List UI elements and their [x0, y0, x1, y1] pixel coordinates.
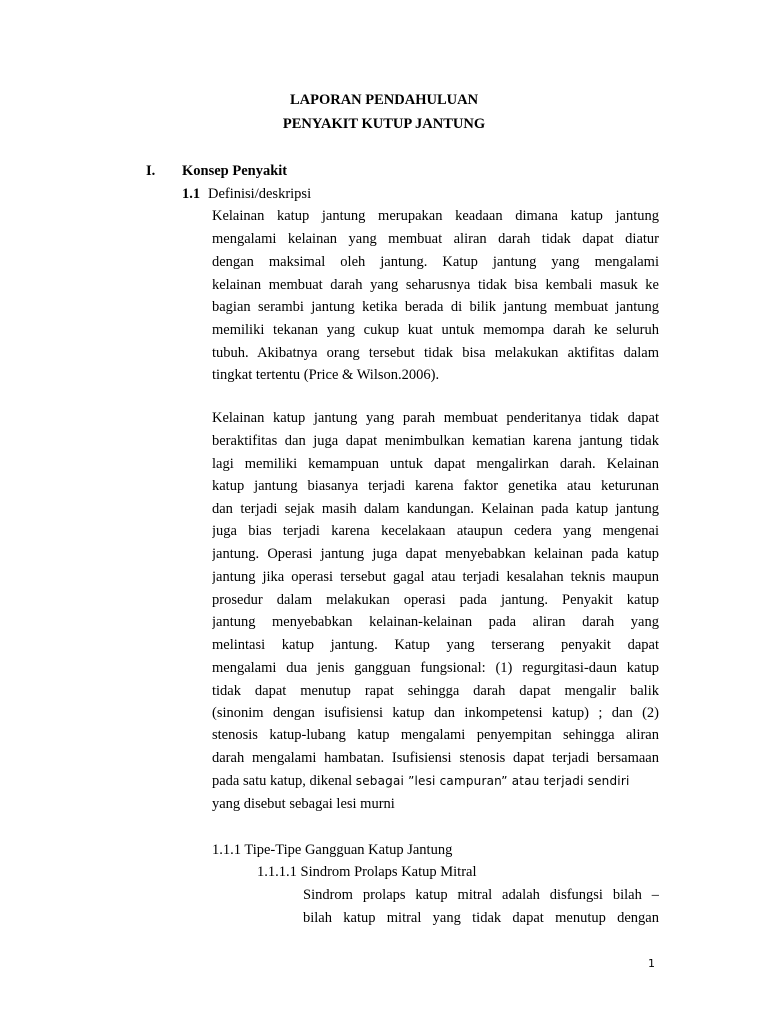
paragraph-line: (sinonim dengan isufisiensi katup dan inkompetensi katup) ; dan (2) — [212, 705, 659, 721]
paragraph-line: juga bias terjadi karena kecelakaan ataupun cedera yang mengenai — [212, 523, 659, 539]
paragraph-line: prosedur dalam melakukan operasi pada jantung. Penyakit katup — [212, 592, 659, 608]
paragraph-line: Kelainan katup jantung yang parah membuat penderitanya tidak dapat — [212, 410, 659, 426]
paragraph-text-sans: sebagai ”lesi campuran” atau terjadi sendiri — [355, 774, 630, 788]
paragraph-line: mengalami kelainan yang membuat aliran darah tidak dapat diatur — [212, 231, 659, 247]
paragraph-line: dengan maksimal oleh jantung. Katup jantung yang mengalami — [212, 254, 659, 270]
paragraph-line: lagi memiliki kemampuan untuk dapat mengalirkan darah. Kelainan — [212, 456, 659, 472]
paragraph-line: tingkat tertentu (Price & Wilson.2006). — [212, 367, 440, 383]
document-title: LAPORAN PENDAHULUAN — [289, 92, 479, 108]
paragraph-line: jantung menyebabkan kelainan-kelainan pada aliran darah yang — [212, 614, 659, 630]
paragraph-line: yang disebut sebagai lesi murni — [212, 796, 395, 812]
paragraph-line: Kelainan katup jantung merupakan keadaan dimana katup jantung — [212, 208, 659, 224]
paragraph-line: bilah katup mitral yang tidak dapat menutup dengan — [303, 910, 659, 926]
paragraph-line: tubuh. Akibatnya orang tersebut tidak bisa melakukan aktifitas dalam — [212, 345, 659, 361]
paragraph-line: tidak dapat menutup rapat sehingga darah dapat mengalir balik — [212, 683, 659, 699]
paragraph-line: Sindrom prolaps katup mitral adalah disfungsi bilah – — [303, 887, 659, 903]
paragraph-line: mengalami dua jenis gangguan fungsional: (1) regurgitasi-daun katup — [212, 660, 659, 676]
paragraph-line: dan terjadi sejak masih dalam kandungan. Kelainan pada katup jantung — [212, 501, 659, 517]
heading-1-1-1-1: 1.1.1.1 Sindrom Prolaps Katup Mitral — [257, 864, 477, 880]
section-number: I. — [146, 163, 156, 179]
paragraph-line: beraktifitas dan juga dapat menimbulkan kematian karena jantung tidak — [212, 433, 659, 449]
heading-1-1-1: 1.1.1 Tipe-Tipe Gangguan Katup Jantung — [212, 842, 453, 858]
page-number: 1 — [648, 957, 655, 970]
paragraph-line-mixed — [212, 773, 659, 790]
subsection-title: Definisi/deskripsi — [208, 186, 312, 202]
section-title: Konsep Penyakit — [182, 163, 288, 179]
paragraph-line: memiliki tekanan yang cukup kuat untuk memompa darah ke seluruh — [212, 322, 659, 338]
paragraph-line: melintasi katup jantung. Katup yang terserang penyakit dapat — [212, 637, 659, 653]
paragraph-line: jantung jika operasi tersebut gagal atau terjadi kesalahan teknis maupun — [212, 569, 659, 585]
paragraph-text: pada satu katup, dikenal — [212, 773, 353, 789]
paragraph-line: stenosis katup-lubang katup mengalami penyempitan sehingga aliran — [212, 727, 659, 743]
paragraph-line: kelainan membuat darah yang seharusnya tidak bisa kembali masuk ke — [212, 277, 659, 293]
document-subtitle: PENYAKIT KUTUP JANTUNG — [282, 116, 486, 132]
paragraph-line: jantung. Operasi jantung juga dapat menyebabkan kelainan pada katup — [212, 546, 659, 562]
paragraph-line: katup jantung biasanya terjadi karena faktor genetika atau keturunan — [212, 478, 659, 494]
paragraph-line: darah mengalami hambatan. Isufisiensi stenosis dapat terjadi bersamaan — [212, 750, 659, 766]
subsection-number: 1.1 — [182, 186, 201, 202]
paragraph-line: bagian serambi jantung ketika berada di bilik jantung membuat jantung — [212, 299, 659, 315]
